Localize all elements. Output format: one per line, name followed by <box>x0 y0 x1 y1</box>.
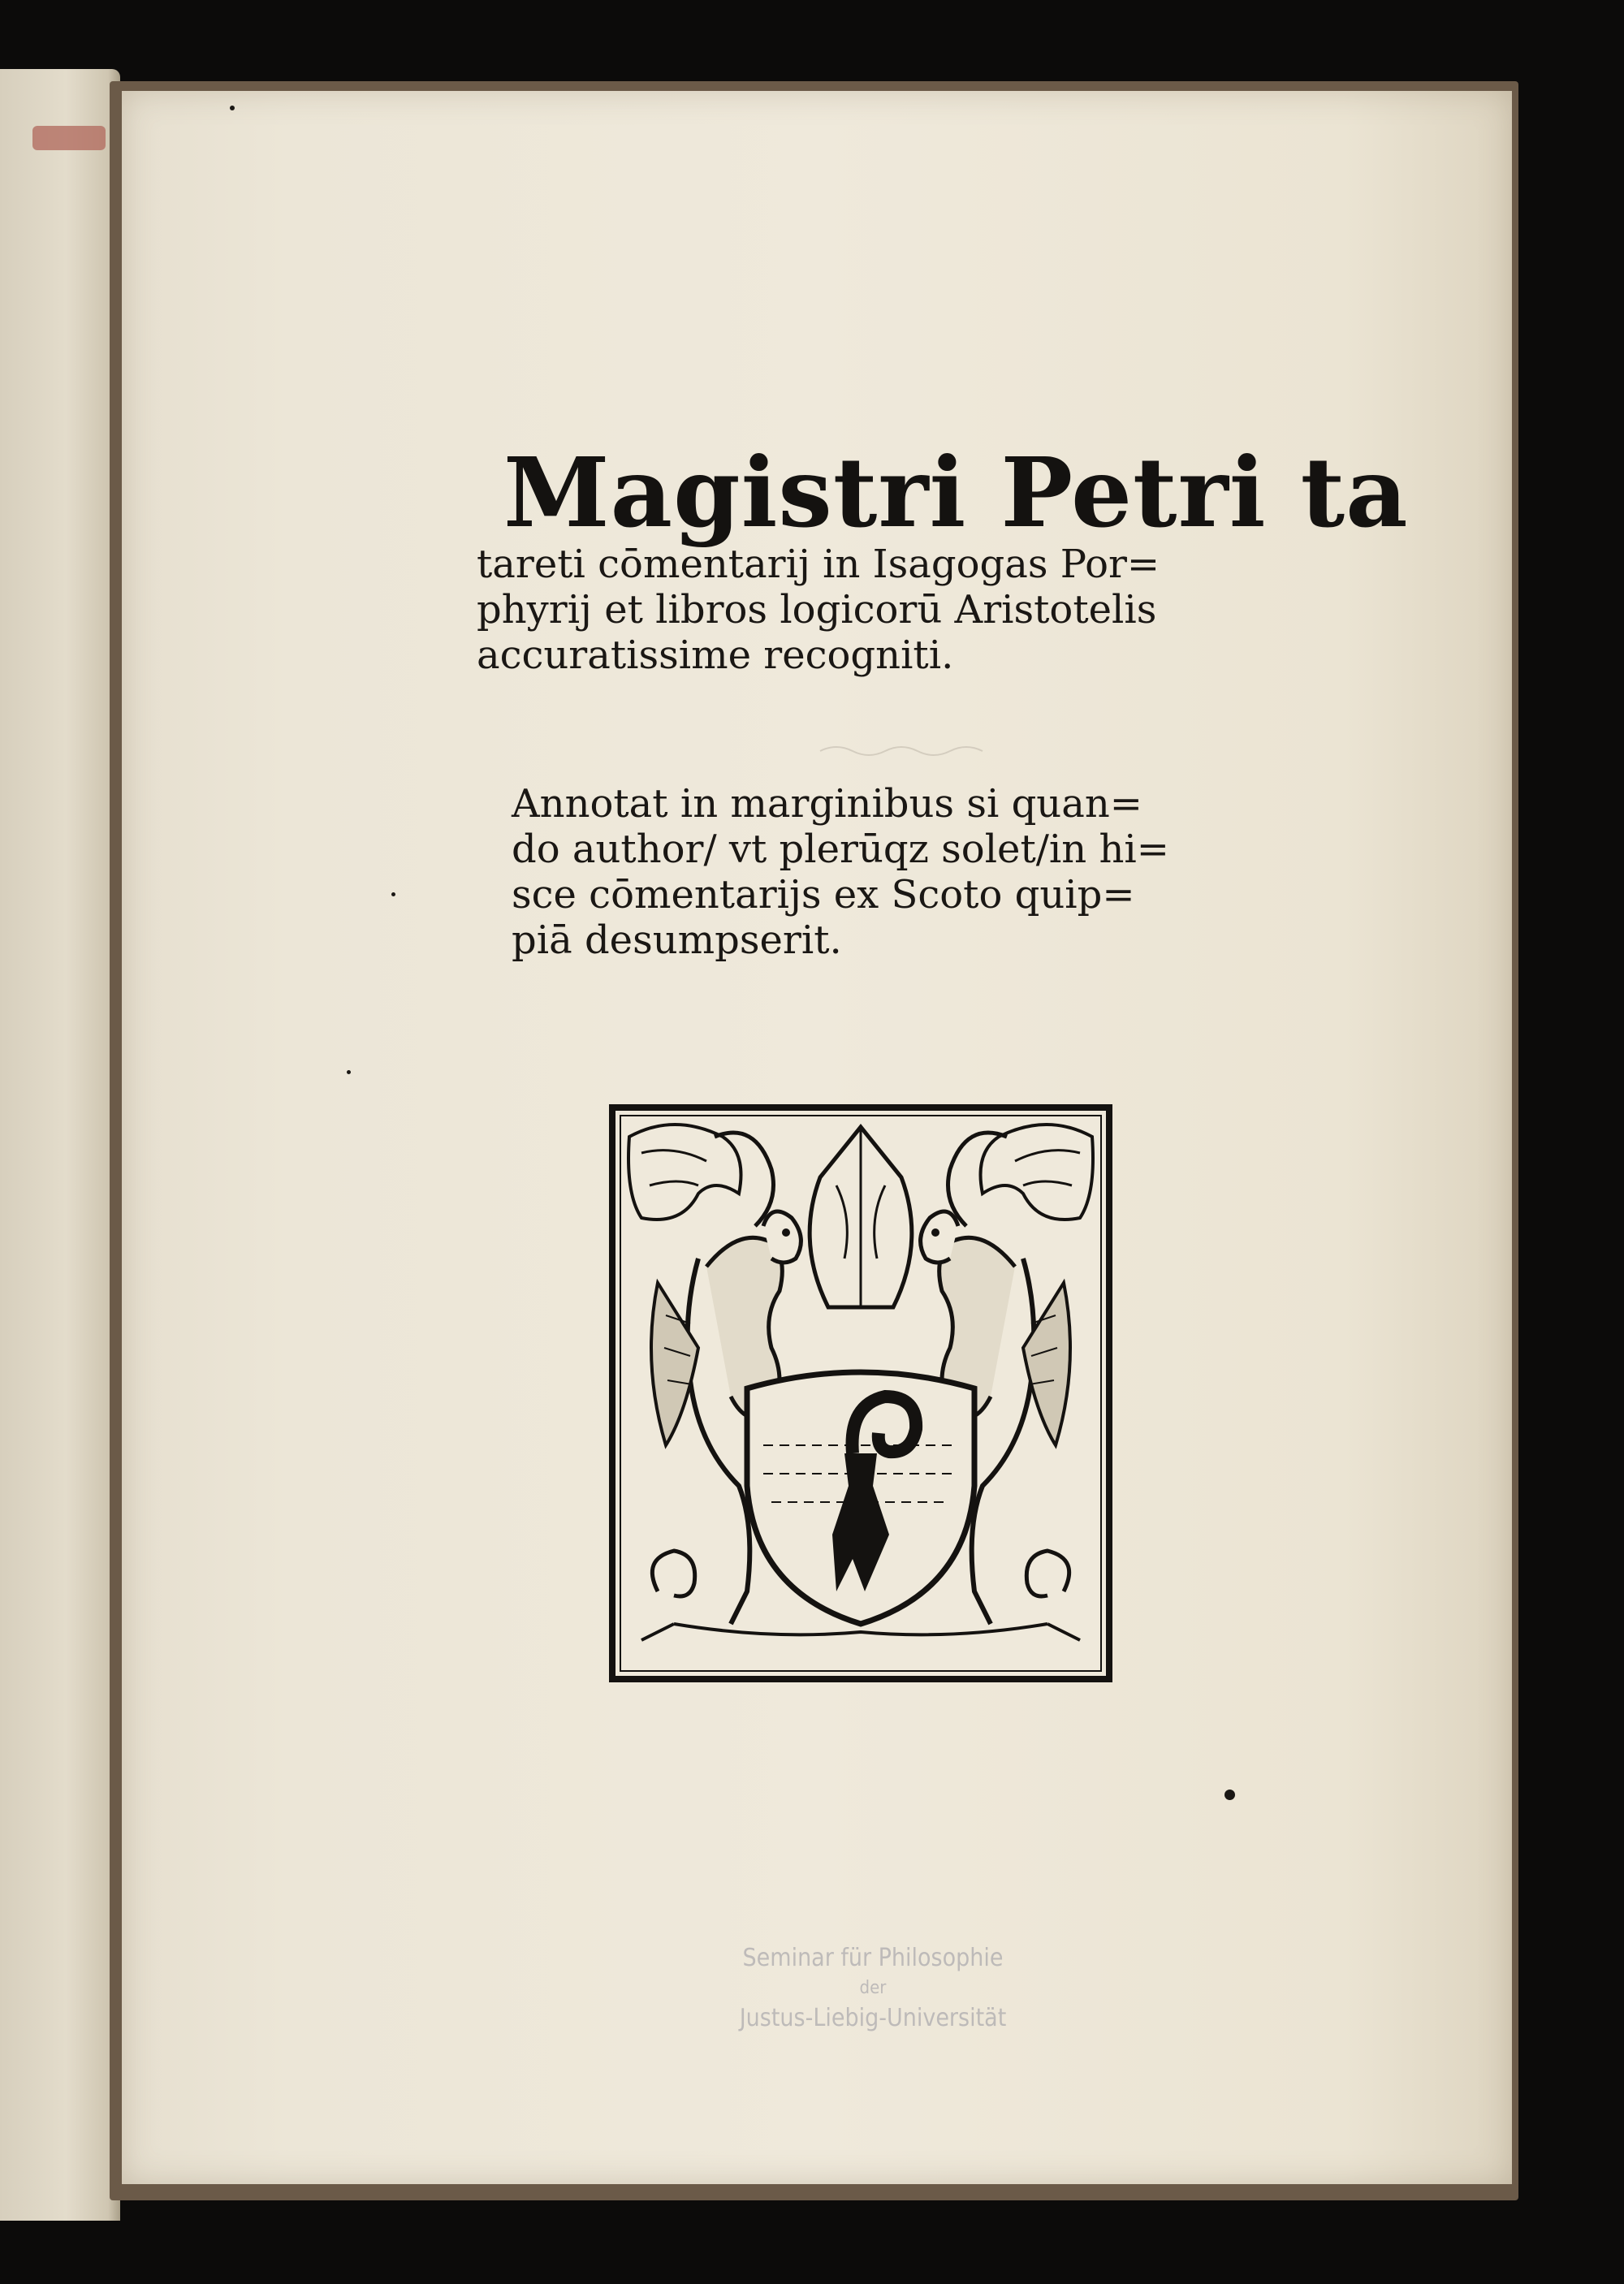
faint-pencil-mark <box>812 736 1023 761</box>
title-page <box>122 91 1512 2184</box>
left-page-edge <box>0 69 120 2221</box>
title-paragraph <box>477 542 1160 678</box>
library-stamp-line: Seminar für Philosophie <box>742 1944 1004 1972</box>
annotation-paragraph-line: piā desumpserit. <box>512 917 842 963</box>
annotation-paragraph-line: Annotat in marginibus si quan= <box>512 781 1142 827</box>
book-title: Magistri Petri ta <box>503 436 1409 549</box>
ink-spot <box>391 892 395 896</box>
title-paragraph-line: accuratissime recogniti. <box>477 633 954 678</box>
ink-spot <box>347 1070 351 1074</box>
annotation-paragraph-line: sce cōmentarijs ex Scoto quip= <box>512 872 1135 917</box>
library-stamp-line: der <box>859 1978 887 1998</box>
annotation-paragraph <box>512 781 1169 963</box>
basel-coat-of-arms-icon <box>609 1104 1112 1682</box>
title-paragraph-line: phyrij et libros logicorū Aristotelis <box>477 587 1157 633</box>
library-stamp-line: Justus-Liebig-Universität <box>739 2004 1007 2032</box>
ink-spot <box>230 106 235 110</box>
ink-spot <box>1224 1790 1235 1800</box>
library-stamp <box>682 1942 1064 2035</box>
binding-mark <box>32 126 106 150</box>
title-paragraph-line: tareti cōmentarij in Isagogas Por= <box>477 542 1160 587</box>
annotation-paragraph-line: do author/ vt plerūqz solet/in hi= <box>512 827 1169 872</box>
